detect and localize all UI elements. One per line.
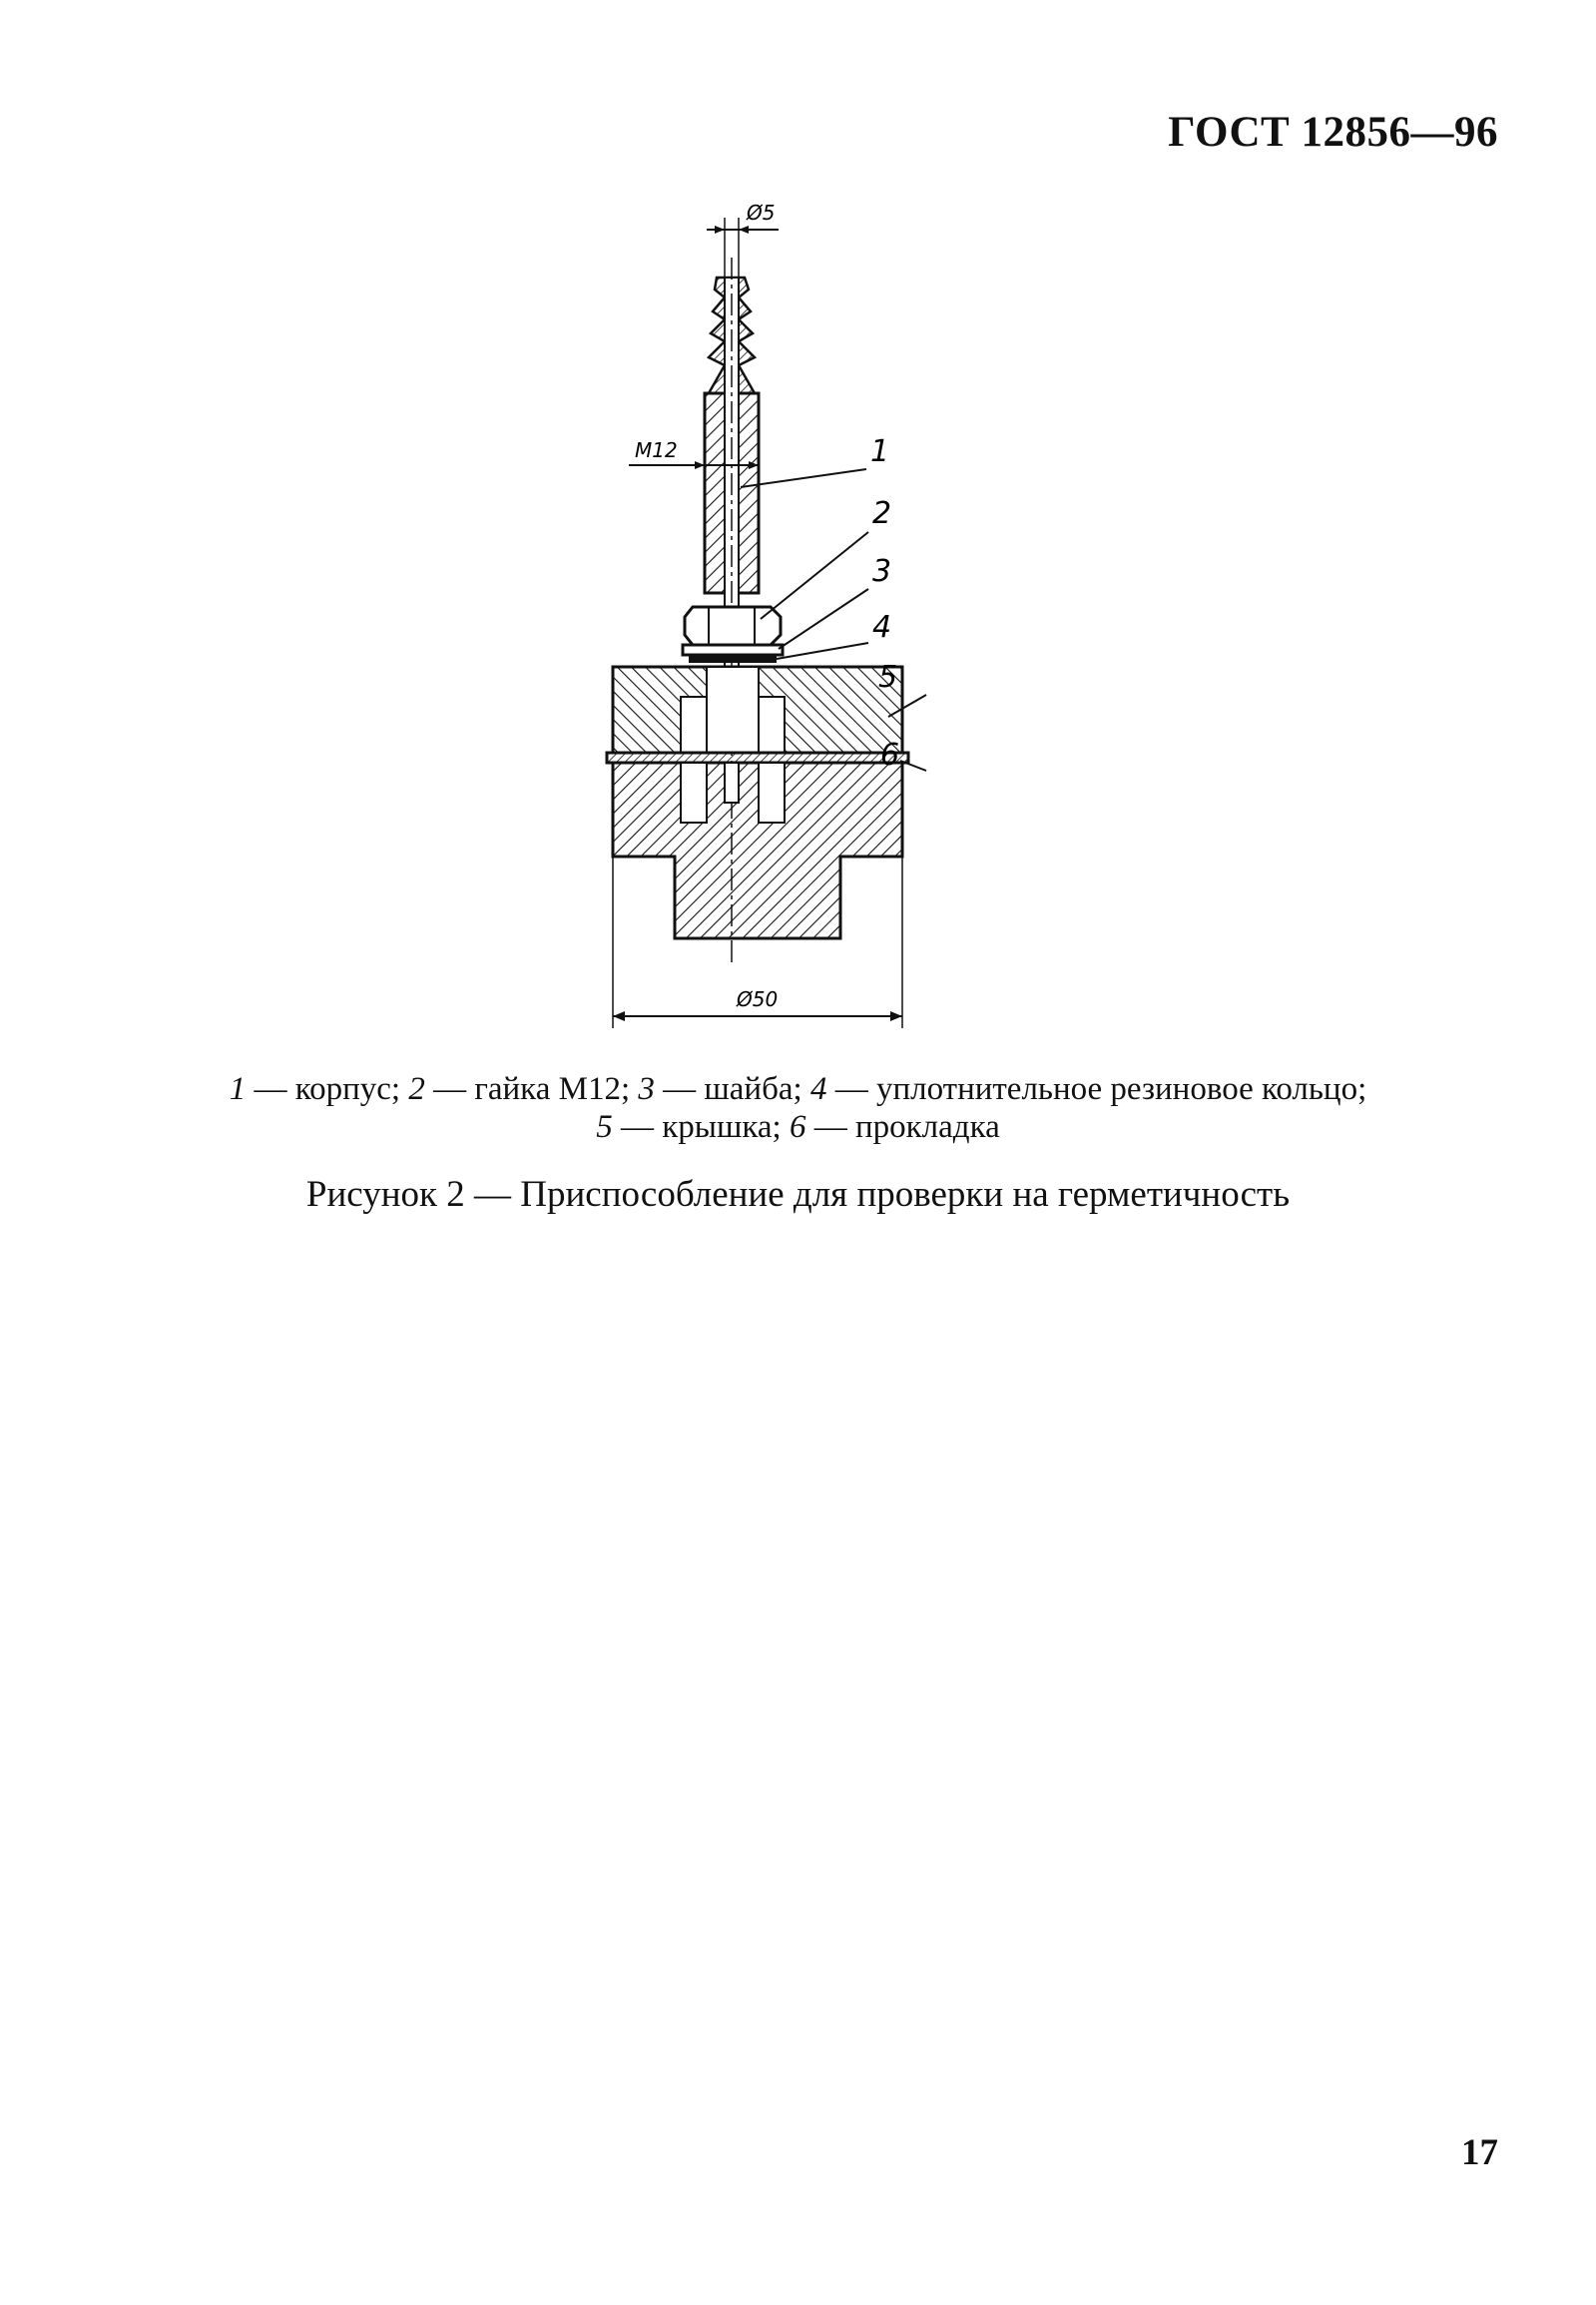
legend-text: — шайба; [654,1071,810,1107]
dimension-bottom-label: Ø50 [737,987,779,1011]
sealing-ring [689,655,777,663]
legend-number: 4 [809,1071,827,1107]
page-number: 17 [1461,2132,1498,2173]
legend-text: — крышка; [612,1109,790,1145]
legend-text: — уплотнительное резиновое кольцо; [826,1071,1367,1107]
nut-m12 [685,607,781,645]
legend-text: — гайка М12; [424,1071,639,1107]
legend-number: 6 [789,1109,806,1145]
legend-number: 1 [229,1071,247,1107]
legend-number: 2 [408,1071,425,1107]
base [613,763,902,938]
legend-text: — корпус; [246,1071,409,1107]
callout-2: 2 [872,496,892,531]
legend-text: — прокладка [805,1109,1000,1145]
lid [613,667,902,753]
technical-drawing [589,188,928,1046]
dimension-top-label: Ø5 [747,201,776,225]
figure-caption: Рисунок 2 — Приспособление для проверки на герметичность [305,1174,1291,1215]
document-code: ГОСТ 12856—96 [1168,109,1498,156]
washer [683,645,783,655]
legend-number: 3 [638,1071,655,1107]
legend-line-2 [60,1108,1536,1146]
callout-6: 6 [880,738,900,773]
callout-4: 4 [872,610,892,645]
legend-line-1 [60,1070,1536,1108]
legend-number: 5 [596,1109,613,1145]
callout-3: 3 [872,554,892,589]
callout-5: 5 [878,660,898,695]
callout-1: 1 [870,434,890,469]
dimension-thread-label: M12 [635,438,678,462]
figure-legend [0,1070,1596,1146]
